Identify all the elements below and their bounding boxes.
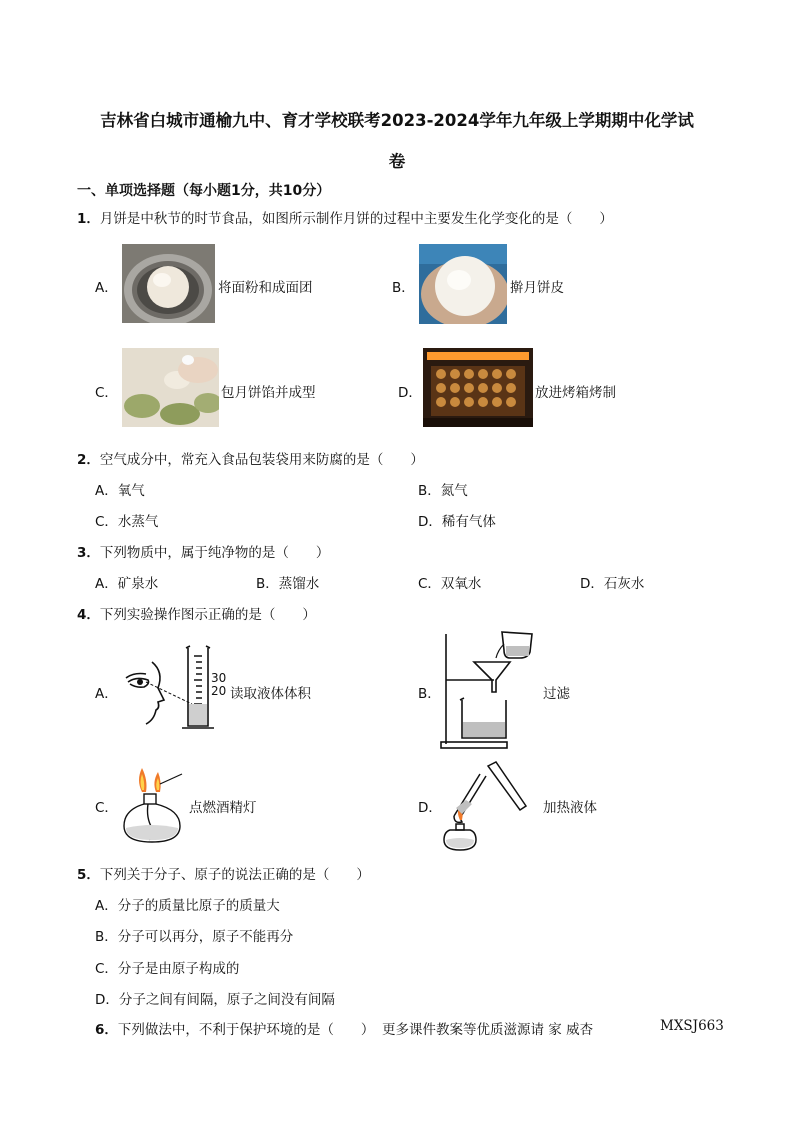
pressed-dough-photo <box>419 244 507 324</box>
option-caption: 将面粉和成面团 <box>218 280 313 296</box>
option-a: A．矿泉水 <box>95 576 159 592</box>
option-caption: 放进烤箱烤制 <box>535 385 616 401</box>
option-caption: 包月饼馅并成型 <box>221 385 316 401</box>
option-letter: A． <box>95 686 118 702</box>
scale-label-20: 20 <box>211 684 227 698</box>
question-text: 下列关于分子、原子的说法正确的是（ ） <box>99 867 370 883</box>
dough-bowl-photo <box>122 244 215 323</box>
option-d: D．分子之间有间隔，原子之间没有间隔 <box>95 992 335 1008</box>
question-number: 2． <box>77 452 100 468</box>
question-6 <box>95 1018 374 1038</box>
section-heading: 一、单项选择题（每小题1分，共10分） <box>77 183 331 199</box>
question-2 <box>77 448 424 468</box>
option-b: B．氮气 <box>418 483 468 499</box>
option-a: A．分子的质量比原子的质量大 <box>95 898 280 914</box>
cylinder-reading-diagram <box>122 642 217 734</box>
option-caption: 点燃酒精灯 <box>189 800 257 816</box>
scale-labels <box>211 672 226 698</box>
heating-liquid-diagram <box>440 760 540 854</box>
question-number: 5． <box>77 867 100 883</box>
question-text: 下列做法中，不利于保护环境的是（ ） <box>117 1022 375 1038</box>
option-c: C．水蒸气 <box>95 514 159 530</box>
question-number: 4． <box>77 607 100 623</box>
option-letter: A． <box>95 280 118 296</box>
oven-baking-photo <box>423 348 533 427</box>
question-text: 下列实验操作图示正确的是（ ） <box>99 607 316 623</box>
option-caption: 加热液体 <box>543 800 597 816</box>
option-letter: D． <box>418 800 442 816</box>
promo-text: 更多课件教案等优质滋源请 家 威杏 <box>382 1022 594 1038</box>
filtration-diagram <box>440 630 550 750</box>
question-5 <box>77 863 370 883</box>
option-letter: D． <box>398 385 422 401</box>
alcohol-lamp-diagram <box>118 762 188 848</box>
question-1 <box>77 207 613 227</box>
option-letter: B． <box>392 280 415 296</box>
question-3 <box>77 541 329 561</box>
option-letter: C． <box>95 800 118 816</box>
question-number: 1． <box>77 211 100 227</box>
option-c: C．双氧水 <box>418 576 482 592</box>
option-caption: 过滤 <box>543 686 570 702</box>
option-d: D．石灰水 <box>580 576 645 592</box>
option-caption: 读取液体体积 <box>230 686 311 702</box>
exam-title-line1: 吉林省白城市通榆九中、育才学校联考2023-2024学年九年级上学期期中化学试 <box>100 111 694 130</box>
option-letter: C． <box>95 385 118 401</box>
option-a: A．氧气 <box>95 483 145 499</box>
option-d: D．稀有气体 <box>418 514 496 530</box>
question-text: 空气成分中，常充入食品包装袋用来防腐的是（ ） <box>99 452 424 468</box>
exam-title-line2: 卷 <box>388 152 406 171</box>
question-text: 下列物质中，属于纯净物的是（ ） <box>99 545 330 561</box>
option-letter: B． <box>418 686 441 702</box>
option-caption: 擀月饼皮 <box>510 280 564 296</box>
question-number: 3． <box>77 545 100 561</box>
watermark-code: MXSJ663 <box>660 1018 724 1034</box>
question-4 <box>77 603 316 623</box>
question-text: 月饼是中秋节的时节食品，如图所示制作月饼的过程中主要发生化学变化的是（ ） <box>99 211 613 227</box>
option-b: B．分子可以再分，原子不能再分 <box>95 929 294 945</box>
option-b: B．蒸馏水 <box>256 576 320 592</box>
mooncake-shaping-photo <box>122 348 219 427</box>
scale-label-30: 30 <box>211 671 227 685</box>
option-c: C．分子是由原子构成的 <box>95 961 240 977</box>
question-number: 6． <box>95 1022 118 1038</box>
